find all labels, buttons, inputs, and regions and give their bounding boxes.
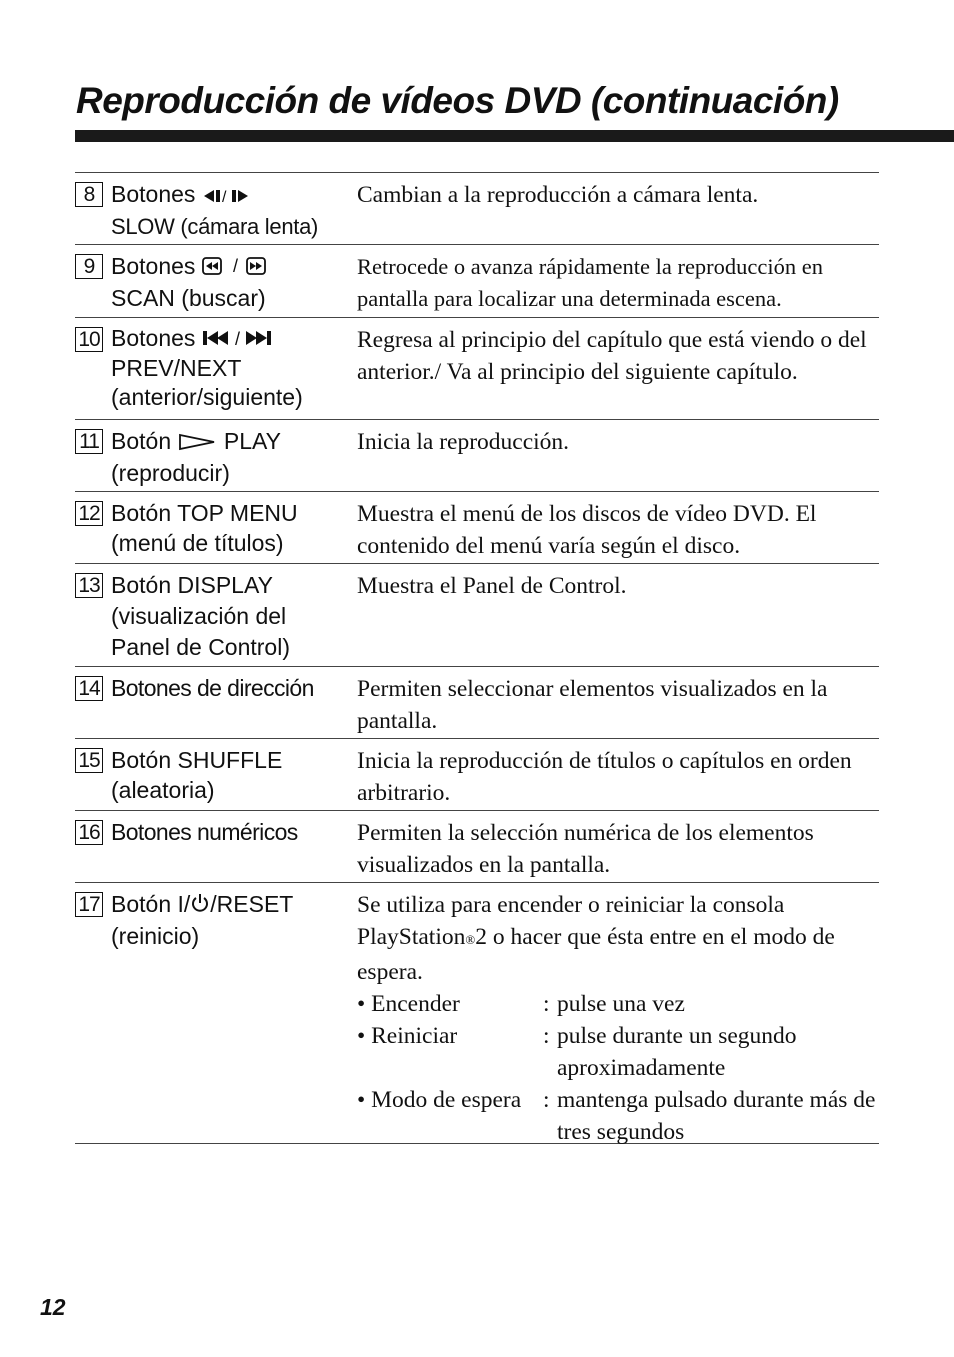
button-label: Botón DISPLAY (visualización del Panel de Control) [111, 572, 290, 660]
table-row [75, 420, 879, 492]
row-number: 13 [75, 573, 103, 598]
button-label: Botones de dirección [111, 675, 314, 701]
row-number: 9 [75, 254, 103, 279]
play-icon [178, 428, 218, 458]
table-row [75, 492, 879, 564]
description-text: Se utiliza para encender o reiniciar la consola PlayStation®2 o hacer que ésta entre en el modo de espera. [357, 892, 835, 985]
description [357, 883, 879, 1143]
button-cell [75, 564, 357, 666]
page-title: Reproducción de vídeos DVD (continuación) [76, 80, 839, 121]
button-label: Botón SHUFFLE (aleatoria) [111, 747, 283, 803]
row-number: 8 [75, 182, 103, 207]
row-number: 16 [75, 820, 103, 845]
prev-next-icon [202, 325, 314, 354]
table-row [75, 173, 879, 245]
button-cell [75, 318, 357, 419]
button-label: Botones / SCAN (buscar) [111, 251, 278, 313]
table-row [75, 564, 879, 667]
button-cell [75, 420, 357, 491]
button-description-table [75, 172, 879, 1144]
description: Muestra el Panel de Control. [357, 573, 627, 599]
table-row [75, 739, 879, 811]
slow-icon [202, 181, 258, 211]
button-label: Botón I/ /RESET (reinicio) [111, 891, 294, 949]
description: Inicia la reproducción. [357, 429, 570, 455]
button-label: Botón PLAY (reproducir) [111, 428, 281, 486]
button-cell [75, 173, 357, 244]
description: Inicia la reproducción de títulos o capítulos en orden arbitrario. [357, 748, 852, 806]
row-number: 17 [75, 892, 103, 917]
description: Cambian a la reproducción a cámara lenta. [357, 182, 759, 208]
description: Permiten seleccionar elementos visualizados en la pantalla. [357, 676, 828, 734]
table-row [75, 318, 879, 420]
description: Permiten la selección numérica de los elementos visualizados en la pantalla. [357, 820, 814, 878]
button-cell [75, 883, 357, 1143]
row-number: 14 [75, 676, 103, 701]
button-label: Botón TOP MENU (menú de títulos) [111, 500, 298, 556]
button-label: Botones / SLOW (cámara lenta) [111, 181, 319, 239]
list-item: • Encender : pulse una vez [357, 991, 685, 1017]
description: Retrocede o avanza rápidamente la reproducción en pantalla para localizar una determinada escena. [357, 254, 824, 311]
power-icon [190, 891, 210, 921]
row-number: 12 [75, 501, 103, 526]
description: Regresa al principio del capítulo que está viendo o del anterior./ Va al principio del siguiente capítulo. [357, 327, 867, 385]
button-label: Botones numéricos [111, 819, 298, 845]
row-number: 15 [75, 748, 103, 773]
button-cell [75, 811, 357, 882]
page-number: 12 [40, 1294, 66, 1320]
table-row [75, 667, 879, 739]
row-number: 10 [75, 327, 103, 352]
row-number: 11 [75, 429, 103, 454]
button-label: Botones / PREV/NEXT (anterior/siguiente) [111, 324, 314, 412]
button-cell [75, 667, 357, 738]
svg-text:/: / [221, 188, 227, 204]
table-row [75, 883, 879, 1144]
svg-text:/: / [234, 329, 240, 348]
button-cell [75, 492, 357, 563]
svg-text:/: / [232, 255, 238, 276]
title-rule [75, 130, 954, 142]
button-cell [75, 245, 357, 317]
list-item: • Reiniciar : pulse durante un segundo aproximadamente [357, 1023, 797, 1081]
scan-icon [202, 253, 278, 283]
description: Muestra el menú de los discos de vídeo DVD. El contenido del menú varía según el disco. [357, 501, 817, 559]
button-cell [75, 739, 357, 810]
table-row [75, 245, 879, 318]
list-item: • Modo de espera : mantenga pulsado durante más de tres segundos [357, 1087, 876, 1145]
table-row [75, 811, 879, 883]
